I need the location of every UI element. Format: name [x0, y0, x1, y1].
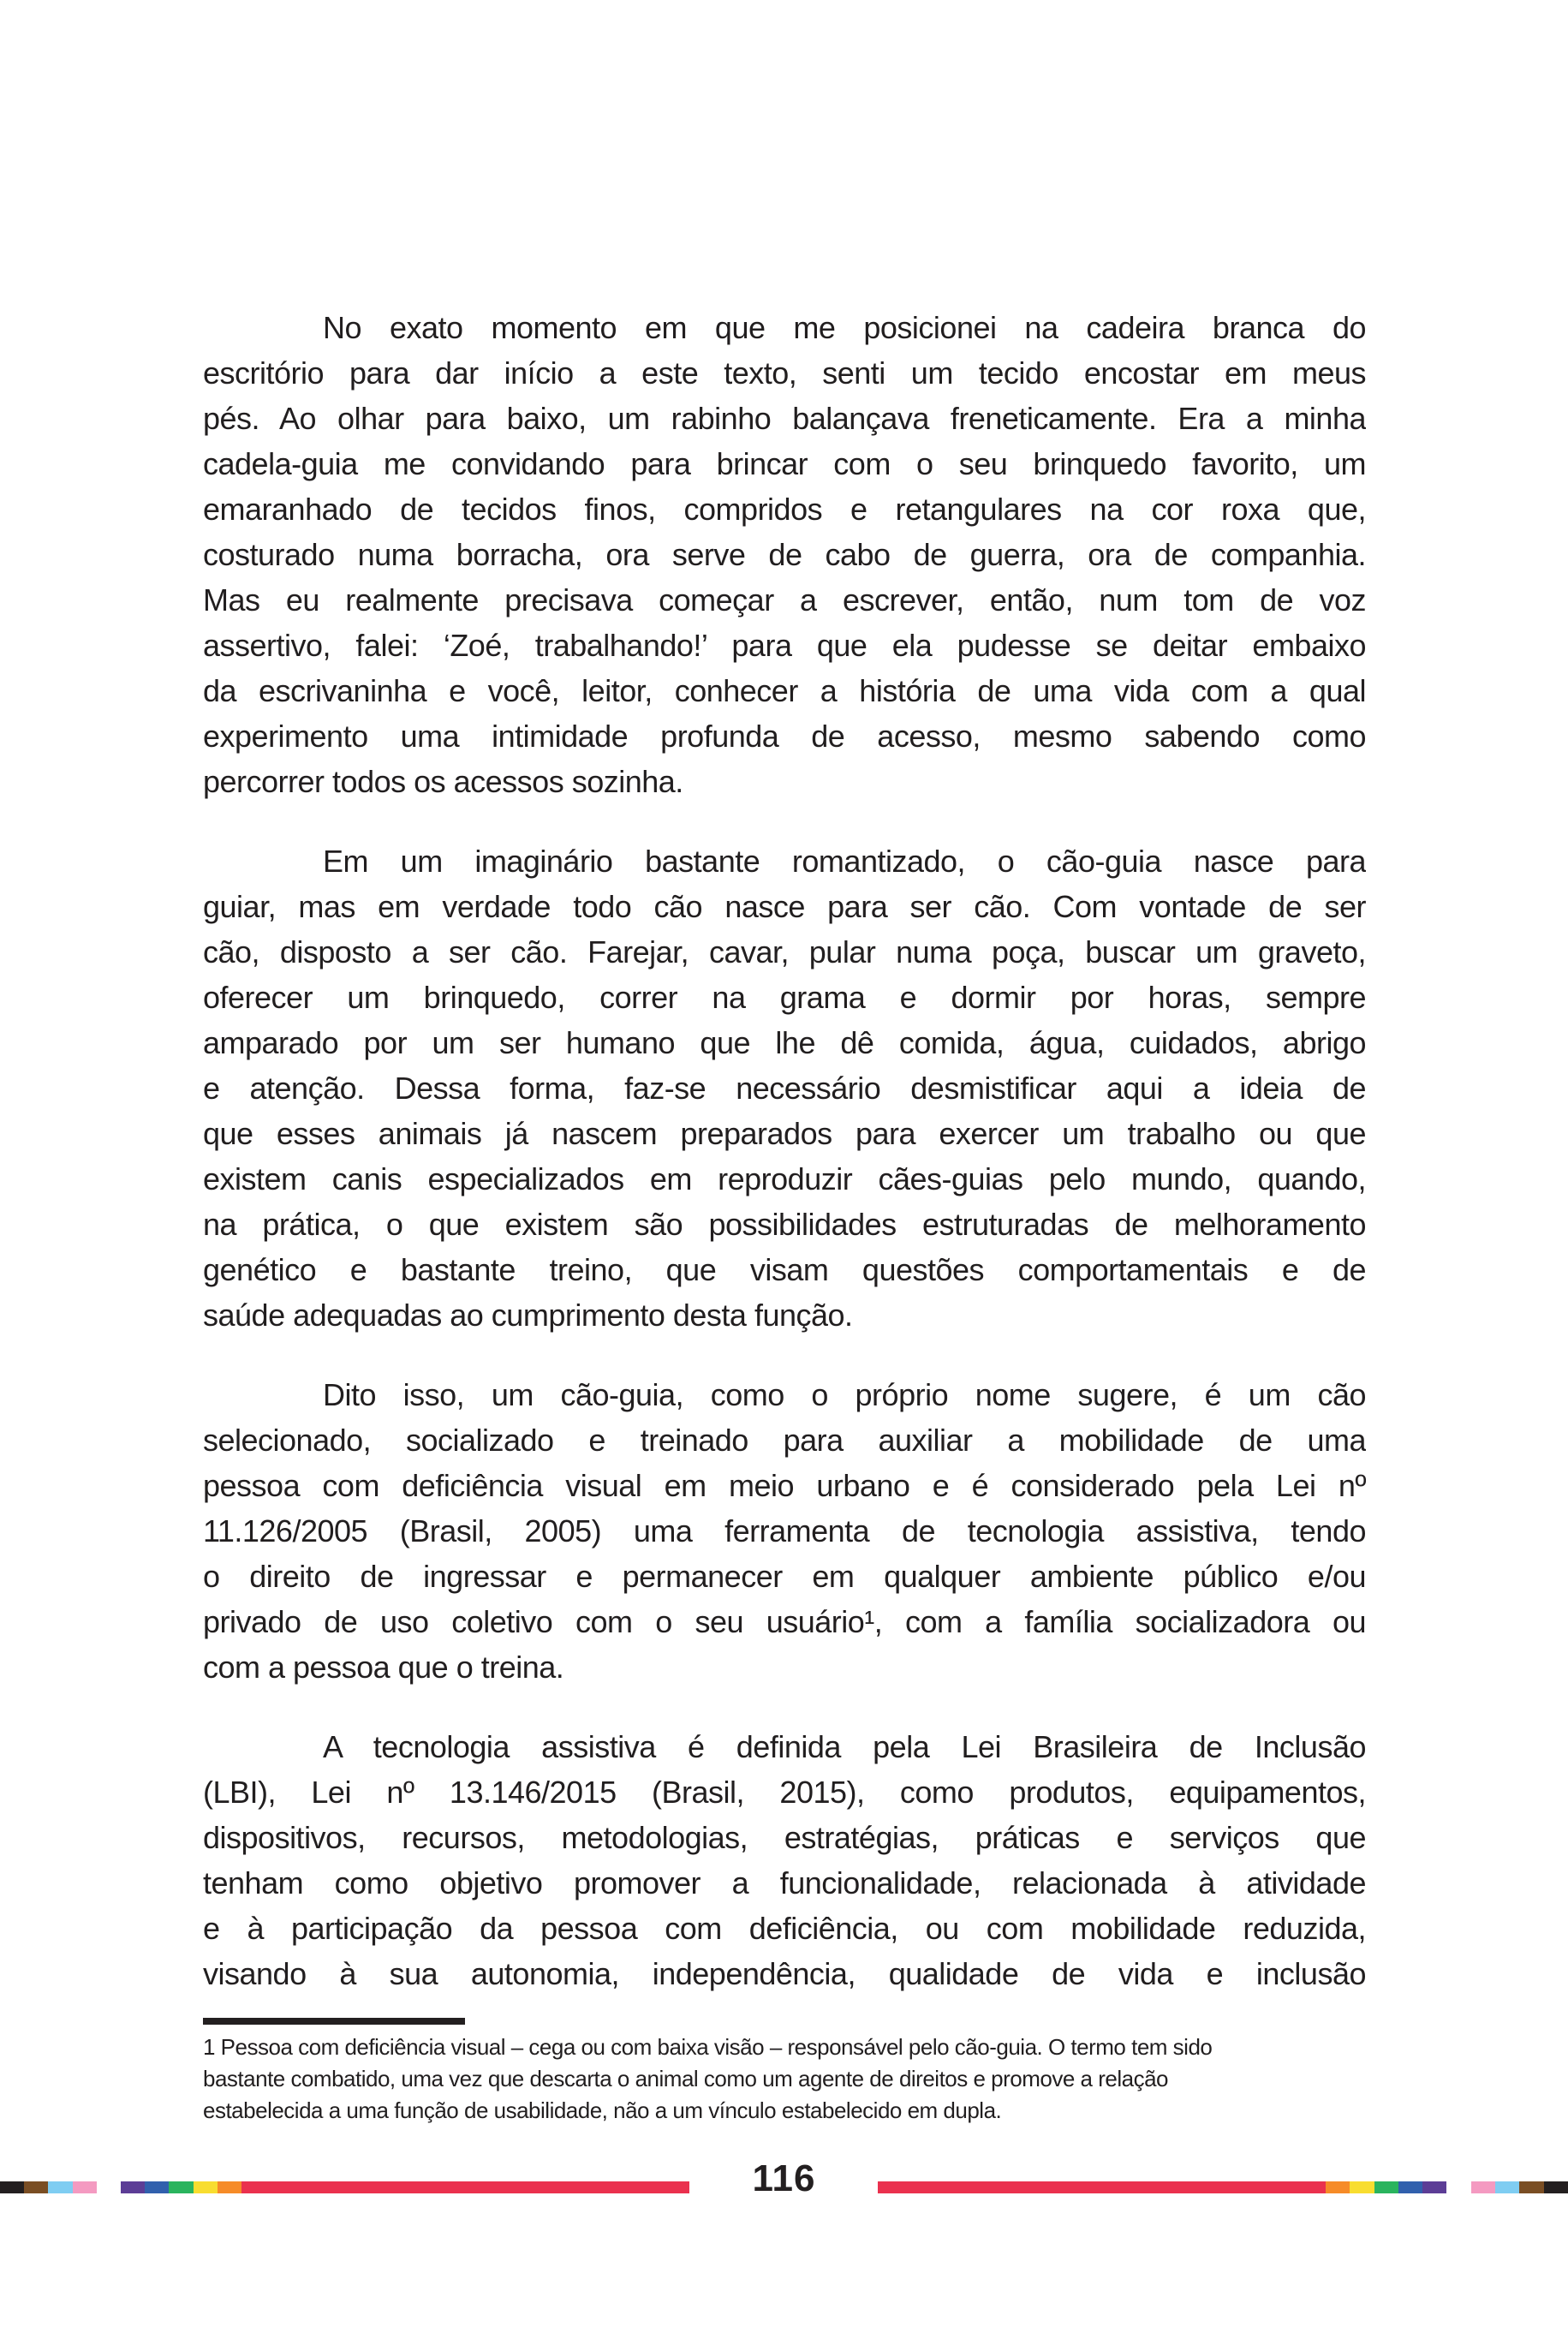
text-line: (LBI), Lei nº 13.146/2015 (Brasil, 2015), como produtos, equipamentos,: [203, 1775, 1366, 1810]
text-line: experimento uma intimidade profunda de acesso, mesmo sabendo como: [203, 719, 1366, 754]
text-line: escritório para dar início a este texto, senti um tecido encostar em meus: [203, 355, 1366, 391]
flag-segment-orange: [1326, 2181, 1350, 2193]
text-line: selecionado, socializado e treinado para auxiliar a mobilidade de uma: [203, 1423, 1366, 1458]
text-line: cão, disposto a ser cão. Farejar, cavar, pular numa poça, buscar um graveto,: [203, 934, 1366, 970]
footnote-line: 1 Pessoa com deficiência visual – cega ou com baixa visão – responsável pelo cão-guia. O termo tem sido: [203, 2034, 1213, 2060]
text-line: cadela-guia me convidando para brincar com o seu brinquedo favorito, um: [203, 446, 1366, 481]
pride-flag-strip-right: [1326, 2181, 1568, 2193]
text-line: genético e bastante treino, que visam questões comportamentais e de: [203, 1252, 1366, 1287]
flag-segment-light_blue: [1495, 2181, 1519, 2193]
paragraph: [203, 1724, 1366, 1996]
text-line: amparado por um ser humano que lhe dê comida, água, cuidados, abrigo: [203, 1025, 1366, 1060]
text-line: existem canis especializados em reproduzir cães-guias pelo mundo, quando,: [203, 1161, 1366, 1196]
text-line: pessoa com deficiência visual em meio urbano e é considerado pela Lei nº: [203, 1468, 1366, 1503]
flag-segment-yellow: [1350, 2181, 1374, 2193]
footnote-line: bastante combatido, uma vez que descarta o animal como um agente de direitos e promove a relação: [203, 2066, 1169, 2091]
text-line: Dito isso, um cão-guia, como o próprio nome sugere, é um cão: [323, 1377, 1366, 1412]
footnote: [203, 2032, 1393, 2127]
text-line: assertivo, falei: ‘Zoé, trabalhando!’ para que ela pudesse se deitar embaixo: [203, 628, 1366, 663]
text-line: e atenção. Dessa forma, faz-se necessário desmistificar aqui a ideia de: [203, 1071, 1366, 1106]
paragraph: [203, 1372, 1366, 1690]
flag-segment-purple: [1422, 2181, 1446, 2193]
text-line: da escrivaninha e você, leitor, conhecer a história de uma vida com a qual: [203, 673, 1366, 708]
flag-segment-blue: [1398, 2181, 1422, 2193]
footnote-line: estabelecida a uma função de usabilidade, não a um vínculo estabelecido em dupla.: [203, 2097, 1002, 2123]
text-line: Em um imaginário bastante romantizado, o cão-guia nasce para: [323, 844, 1366, 879]
text-line: dispositivos, recursos, metodologias, estratégias, práticas e serviços que: [203, 1820, 1366, 1855]
flag-segment-white: [1446, 2181, 1470, 2193]
text-line: que esses animais já nascem preparados para exercer um trabalho ou que: [203, 1116, 1366, 1151]
text-line: visando à sua autonomia, independência, qualidade de vida e inclusão: [203, 1956, 1366, 1991]
flag-segment-green: [1374, 2181, 1398, 2193]
text-line: emaranhado de tecidos finos, compridos e retangulares na cor roxa que,: [203, 492, 1366, 527]
body-text: [203, 305, 1366, 1996]
text-line: privado de uso coletivo com o seu usuário¹, com a família socializadora ou: [203, 1604, 1366, 1639]
text-line: percorrer todos os acessos sozinha.: [203, 764, 683, 799]
text-line: No exato momento em que me posicionei na cadeira branca do: [323, 310, 1366, 345]
text-line: tenham como objetivo promover a funcionalidade, relacionada à atividade: [203, 1865, 1366, 1900]
text-line: 11.126/2005 (Brasil, 2005) uma ferramenta de tecnologia assistiva, tendo: [203, 1513, 1366, 1548]
flag-segment-black: [1544, 2181, 1568, 2193]
text-line: oferecer um brinquedo, correr na grama e dormir por horas, sempre: [203, 980, 1366, 1015]
footnote-divider: [203, 2018, 465, 2025]
paragraph: [203, 838, 1366, 1338]
red-bar-right: [878, 2181, 1326, 2193]
text-line: na prática, o que existem são possibilidades estruturadas de melhoramento: [203, 1207, 1366, 1242]
text-line: com a pessoa que o treina.: [203, 1650, 564, 1685]
text-line: Mas eu realmente precisava começar a escrever, então, num tom de voz: [203, 582, 1366, 618]
text-line: o direito de ingressar e permanecer em qualquer ambiente público e/ou: [203, 1559, 1366, 1594]
flag-segment-brown: [1519, 2181, 1543, 2193]
page-number: 116: [752, 2157, 816, 2199]
text-line: costurado numa borracha, ora serve de cabo de guerra, ora de companhia.: [203, 537, 1366, 572]
text-line: saúde adequadas ao cumprimento desta função.: [203, 1298, 853, 1333]
text-line: A tecnologia assistiva é definida pela Lei Brasileira de Inclusão: [323, 1729, 1366, 1764]
paragraph: [203, 305, 1366, 804]
flag-segment-pink: [1471, 2181, 1495, 2193]
text-line: guiar, mas em verdade todo cão nasce para ser cão. Com vontade de ser: [203, 889, 1366, 924]
text-line: pés. Ao olhar para baixo, um rabinho balançava freneticamente. Era a minha: [203, 401, 1366, 436]
text-line: e à participação da pessoa com deficiência, ou com mobilidade reduzida,: [203, 1911, 1366, 1946]
